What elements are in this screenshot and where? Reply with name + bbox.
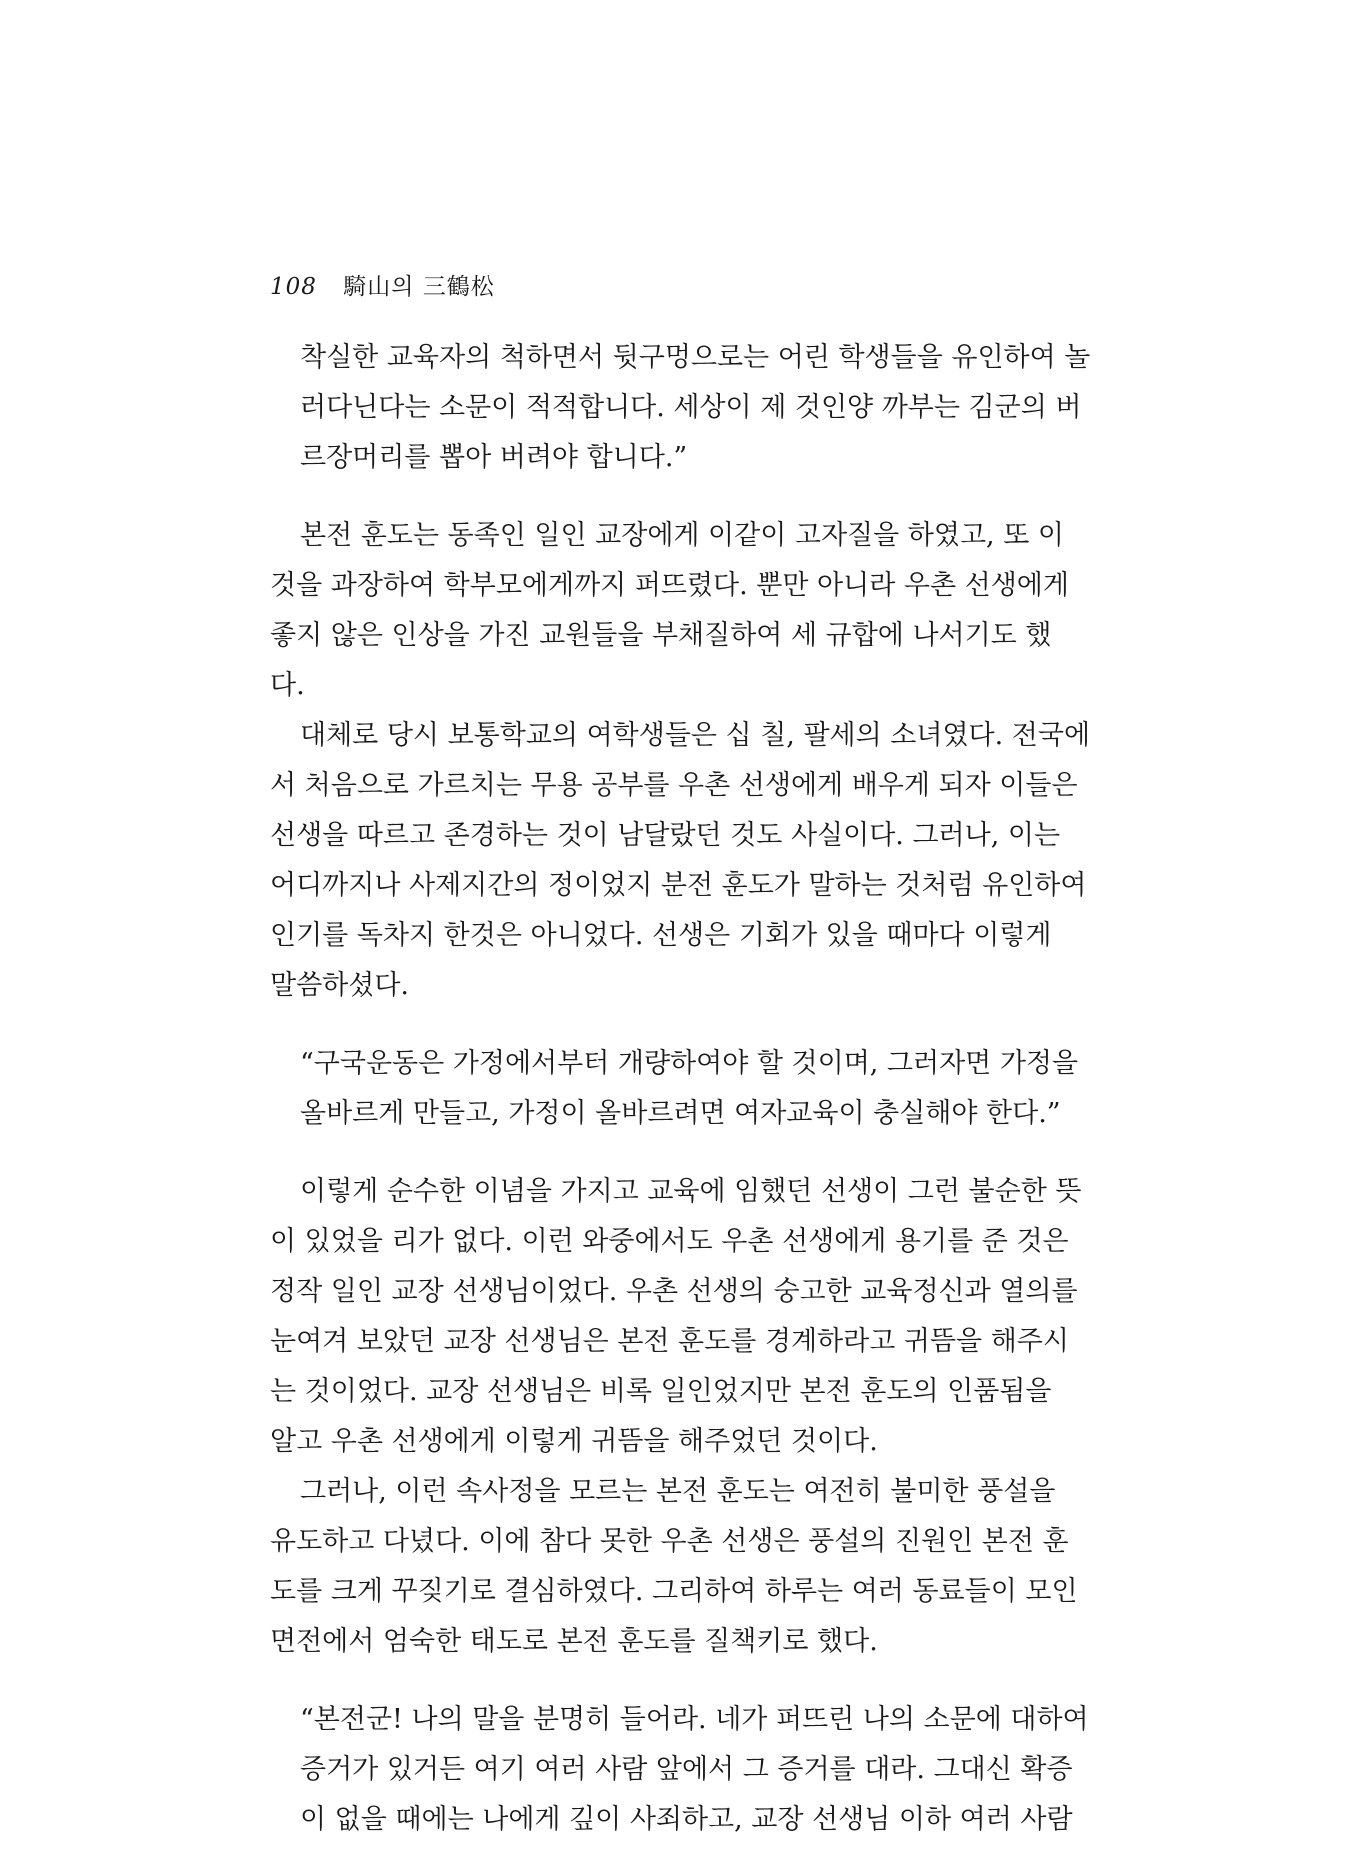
- text-line: 올바르게 만들고, 가정이 올바르려면 여자교육이 충실해야 한다.”: [300, 1098, 1061, 1129]
- text-line: 알고 우촌 선생에게 이렇게 귀뜸을 해주었던 것이다.: [270, 1426, 878, 1457]
- text-line: 서 처음으로 가르치는 무용 공부를 우촌 선생에게 배우게 되자 이들은: [270, 770, 1078, 801]
- text-line: 어디까지나 사제지간의 정이었지 분전 훈도가 말하는 것처럼 유인하여: [270, 870, 1087, 901]
- body-text: [270, 333, 1090, 1845]
- text-line: 말씀하셨다.: [270, 970, 409, 1001]
- text-line: 선생을 따르고 존경하는 것이 남달랐던 것도 사실이다. 그러나, 이는: [270, 820, 1061, 851]
- text-line: 이 없을 때에는 나에게 깊이 사죄하고, 교장 선생님 이하 여러 사람: [300, 1804, 1073, 1835]
- running-header: [270, 268, 495, 301]
- text-line: 본전 훈도는 동족인 일인 교장에게 이같이 고자질을 하였고, 또 이: [300, 520, 1064, 551]
- paragraph: [270, 1167, 1090, 1467]
- paragraph: [270, 1467, 1090, 1667]
- text-line: 이렇게 순수한 이념을 가지고 교육에 임했던 선생이 그런 불순한 뜻: [300, 1176, 1082, 1207]
- text-line: 정작 일인 교장 선생님이었다. 우촌 선생의 숭고한 교육정신과 열의를: [270, 1276, 1078, 1307]
- running-title: 騎山의 三鶴松: [343, 274, 495, 300]
- text-line: 도를 크게 꾸짖기로 결심하였다. 그리하여 하루는 여러 동료들이 모인: [270, 1576, 1078, 1607]
- text-line: 증거가 있거든 여기 여러 사람 앞에서 그 증거를 대라. 그대신 확증: [300, 1754, 1073, 1785]
- text-line: 착실한 교육자의 척하면서 뒷구멍으로는 어린 학생들을 유인하여 놀: [300, 342, 1091, 373]
- text-line: 인기를 독차지 한것은 아니었다. 선생은 기회가 있을 때마다 이렇게: [270, 920, 1052, 951]
- text-line: 러다닌다는 소문이 적적합니다. 세상이 제 것인양 까부는 김군의 버: [300, 392, 1082, 423]
- text-line: 르장머리를 뽑아 버려야 합니다.”: [300, 442, 688, 473]
- text-line: 그러나, 이런 속사정을 모르는 본전 훈도는 여전히 불미한 풍설을: [300, 1476, 1056, 1507]
- page-number: 108: [270, 274, 317, 300]
- paragraph: [270, 511, 1090, 711]
- text-line: 유도하고 다녔다. 이에 참다 못한 우촌 선생은 풍설의 진원인 본전 훈: [270, 1526, 1069, 1557]
- paragraph: [270, 711, 1090, 1011]
- quote-block: [270, 1695, 1090, 1845]
- text-line: 것을 과장하여 학부모에게까지 퍼뜨렸다. 뿐만 아니라 우촌 선생에게: [270, 570, 1069, 601]
- text-line: 눈여겨 보았던 교장 선생님은 본전 훈도를 경계하라고 귀뜸을 해주시: [270, 1326, 1069, 1357]
- quote-block: [270, 1039, 1090, 1139]
- text-line: 대체로 당시 보통학교의 여학생들은 십 칠, 팔세의 소녀였다. 전국에: [300, 720, 1091, 751]
- text-line: “본전군! 나의 말을 분명히 들어라. 네가 퍼뜨린 나의 소문에 대하여: [300, 1704, 1089, 1735]
- text-line: 는 것이었다. 교장 선생님은 비록 일인었지만 본전 훈도의 인품됨을: [270, 1376, 1052, 1407]
- text-line: 이 있었을 리가 없다. 이런 와중에서도 우촌 선생에게 용기를 준 것은: [270, 1226, 1069, 1257]
- text-line: “구국운동은 가정에서부터 개량하여야 할 것이며, 그러자면 가정을: [300, 1048, 1079, 1079]
- quote-block: [270, 333, 1090, 483]
- text-line: 다.: [270, 670, 305, 701]
- text-line: 좋지 않은 인상을 가진 교원들을 부채질하여 세 규합에 나서기도 했: [270, 620, 1052, 651]
- text-line: 면전에서 엄숙한 태도로 본전 훈도를 질책키로 했다.: [270, 1626, 878, 1657]
